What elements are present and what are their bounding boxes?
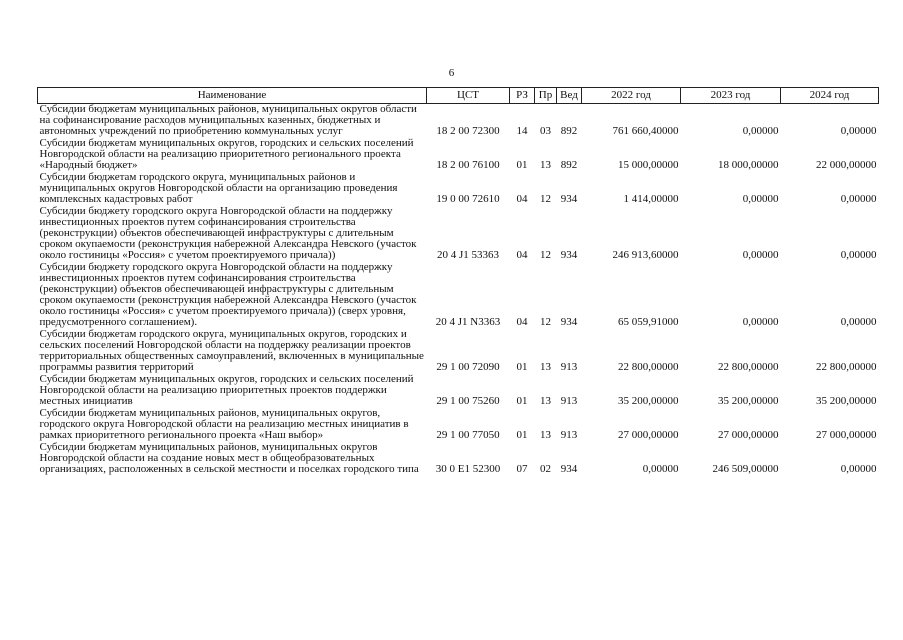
table-row [38,442,879,476]
row-cst: 19 0 00 72610 [436,193,500,205]
row-rz: 14 [516,125,528,137]
row-rz: 01 [516,429,528,441]
table-row [38,329,879,374]
row-rz: 07 [516,463,528,475]
table-row [38,408,879,442]
row-name: Субсидии бюджетам муниципальных районов, муниципальных округов, городского округа Новгородской области на реализацию местных инициатив в рамках приоритетного регионального проекта «Наш выбор» [39,407,409,441]
row-2022: 35 200,00000 [618,395,679,407]
row-rz: 04 [516,193,528,205]
row-rz: 04 [516,316,528,328]
row-2023: 35 200,00000 [718,395,779,407]
row-2024: 35 200,00000 [816,395,877,407]
row-name: Субсидии бюджетам муниципальных районов, муниципальных округов области на софинансирование расходов муниципальных казенных, бюджетных и автономных учреждений по приобретению коммунальных услуг [39,103,417,137]
row-2022: 22 800,00000 [618,361,679,373]
row-2023: 246 509,00000 [712,463,779,475]
row-2023: 0,00000 [742,316,779,328]
header-ved: Вед [557,88,582,104]
header-rz: РЗ [510,88,535,104]
row-rz: 04 [516,249,528,261]
header-2024: 2024 год [781,88,879,104]
row-rz: 01 [516,159,528,171]
row-name: Субсидии бюджетам городского округа, муниципальных районов и муниципальных округов Новгородской области на организацию проведения комплексных кадастровых работ [39,171,398,205]
table-row [38,172,879,206]
row-cst: 29 1 00 72090 [436,361,500,373]
row-2023: 0,00000 [742,193,779,205]
row-pr: 13 [540,361,551,373]
row-2022: 27 000,00000 [618,429,679,441]
row-pr: 13 [540,429,551,441]
row-2024: 27 000,00000 [816,429,877,441]
row-pr: 12 [540,316,551,328]
row-2024: 22 000,00000 [816,159,877,171]
row-2023: 0,00000 [742,125,779,137]
table-row [38,262,879,329]
row-2024: 0,00000 [840,316,877,328]
row-2024: 0,00000 [840,463,877,475]
row-ved: 892 [560,159,578,171]
header-pr: Пр [535,88,557,104]
row-2024: 0,00000 [840,249,877,261]
row-name: Субсидии бюджетам муниципальных округов, городских и сельских поселений Новгородской области на реализацию приоритетного регионального проекта «Народный бюджет» [39,137,414,171]
row-rz: 01 [516,395,528,407]
row-2022: 0,00000 [642,463,679,475]
table-row [38,104,879,139]
row-cst: 18 2 00 72300 [436,125,500,137]
row-pr: 12 [540,193,551,205]
row-cst: 20 4 J1 N3363 [435,316,501,328]
row-2024: 0,00000 [840,193,877,205]
row-2022: 15 000,00000 [618,159,679,171]
row-pr: 13 [540,395,551,407]
row-2023: 0,00000 [742,249,779,261]
row-ved: 934 [560,249,578,261]
row-name: Субсидии бюджету городского округа Новгородской области на поддержку инвестиционных проектов путем софинансирования строительства (реконструкции) объектов обеспечивающей инфраструктуры с длительным сроком окупаемости (реконструкция набережной Александра Невского (участок около гостиницы «Россия» с учетом проектируемого причала)) (сверх уровня, предусмотренного соглашением). [39,261,417,328]
header-2023: 2023 год [681,88,781,104]
row-name: Субсидии бюджетам муниципальных районов, муниципальных округов Новгородской области на создание новых мест в общеобразовательных организациях, расположенных в сельской местности и поселках городского типа [39,441,419,475]
row-2022: 761 660,40000 [612,125,679,137]
table-row [38,206,879,262]
row-2023: 18 000,00000 [718,159,779,171]
row-name: Субсидии бюджету городского округа Новгородской области на поддержку инвестиционных проектов путем софинансирования строительства (реконструкции) объектов обеспечивающей инфраструктуры с длительным сроком окупаемости (реконструкция набережной Александра Невского (участок около гостиницы «Россия» с учетом проектируемого причала)) [39,205,417,261]
row-ved: 913 [560,429,578,441]
row-rz: 01 [516,361,528,373]
table-row [38,138,879,172]
row-2022: 65 059,91000 [618,316,679,328]
header-2022: 2022 год [582,88,681,104]
row-ved: 913 [560,361,578,373]
row-pr: 12 [540,249,551,261]
table-header-row [38,88,879,104]
row-ved: 892 [560,125,578,137]
header-cst: ЦСТ [427,88,510,104]
row-ved: 934 [560,316,578,328]
row-cst: 30 0 E1 52300 [435,463,501,475]
row-pr: 03 [540,125,551,137]
row-cst: 29 1 00 77050 [436,429,500,441]
table-row [38,374,879,408]
row-pr: 02 [540,463,551,475]
row-cst: 18 2 00 76100 [436,159,500,171]
row-2023: 27 000,00000 [718,429,779,441]
header-name: Наименование [38,88,427,104]
row-name: Субсидии бюджетам городского округа, муниципальных округов, городских и сельских поселений Новгородской области на поддержку реализации проектов территориальных общественных самоуправлений, включенных в муниципальные программы развития территорий [39,328,424,373]
row-cst: 20 4 J1 53363 [436,249,500,261]
row-ved: 913 [560,395,578,407]
row-cst: 29 1 00 75260 [436,395,500,407]
page-number: 6 [448,67,455,79]
row-pr: 13 [540,159,551,171]
budget-table [37,87,879,476]
row-2022: 246 913,60000 [612,249,679,261]
row-2024: 22 800,00000 [816,361,877,373]
row-2024: 0,00000 [840,125,877,137]
row-name: Субсидии бюджетам муниципальных округов, городских и сельских поселений Новгородской области на реализацию приоритетных проектов поддержки местных инициатив [39,373,414,407]
row-ved: 934 [560,463,578,475]
row-ved: 934 [560,193,578,205]
row-2022: 1 414,00000 [623,193,679,205]
row-2023: 22 800,00000 [718,361,779,373]
